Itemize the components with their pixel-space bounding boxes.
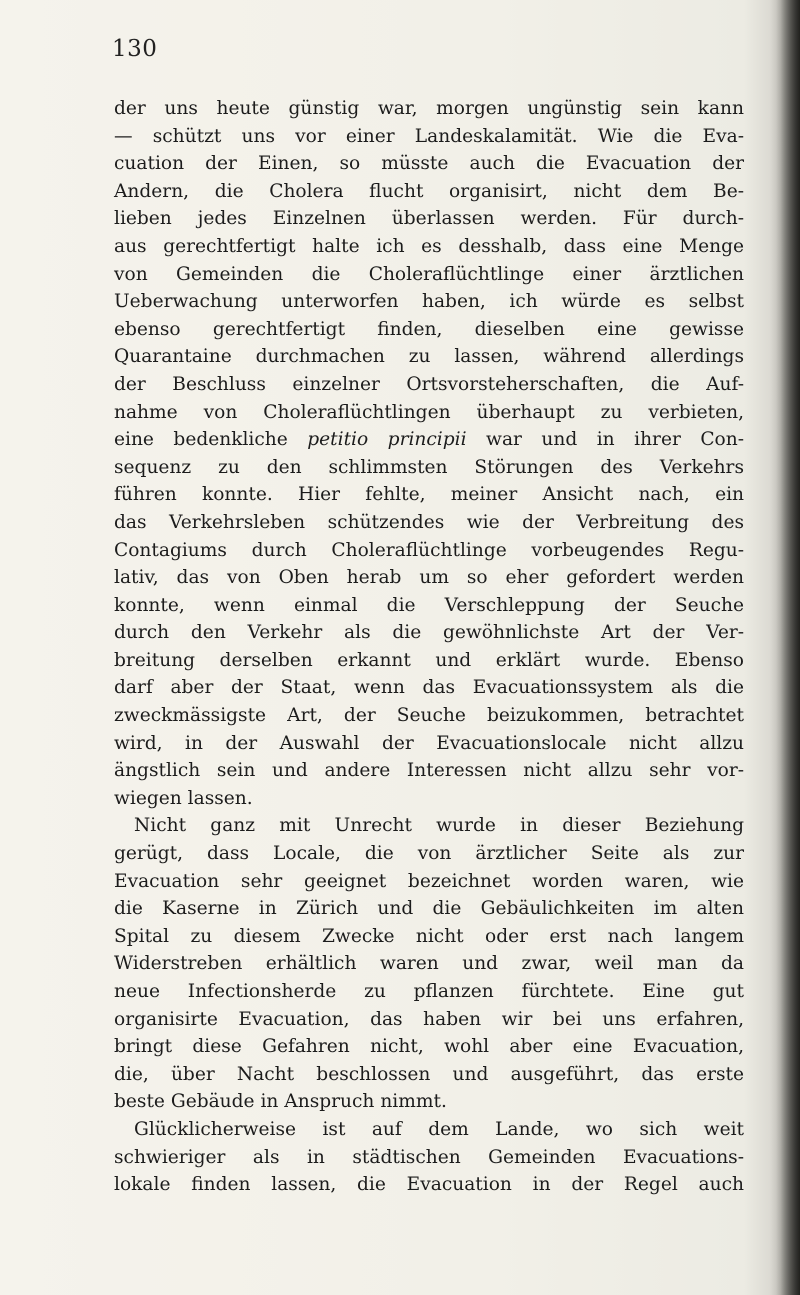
text-line: lativ, das von Oben herab um so eher gefordert werden	[114, 567, 744, 589]
text-line: zweckmässigste Art, der Seuche beizukommen, betrachtet	[114, 705, 744, 727]
text-line: Widerstreben erhältlich waren und zwar, weil man da	[114, 953, 744, 975]
text-line: organisirte Evacuation, das haben wir bei uns erfahren,	[114, 1008, 744, 1030]
text-fragment: war und in ihrer Con-	[486, 429, 744, 451]
italic-phrase: petitio principii	[307, 429, 467, 451]
text-line: Nicht ganz mit Unrecht wurde in dieser Beziehung	[134, 815, 744, 837]
text-line: sequenz zu den schlimmsten Störungen des Verkehrs	[114, 456, 744, 478]
text-line: wiegen lassen.	[114, 787, 253, 809]
text-line: konnte, wenn einmal die Verschleppung der Seuche	[114, 594, 744, 616]
text-line: lieben jedes Einzelnen überlassen werden. Für durch-	[114, 208, 744, 230]
text-line: nahme von Choleraflüchtlingen überhaupt zu verbieten,	[114, 401, 744, 423]
body-text	[114, 95, 744, 1199]
text-line: gerügt, dass Locale, die von ärztlicher Seite als zur	[114, 843, 744, 865]
text-line: neue Infectionsherde zu pflanzen fürchtete. Eine gut	[114, 981, 744, 1002]
text-line: lokale finden lassen, die Evacuation in der Regel auch	[114, 1174, 744, 1196]
text-fragment: eine bedenkliche	[114, 429, 288, 451]
text-line: ängstlich sein und andere Interessen nicht allzu sehr vor-	[114, 760, 744, 782]
text-line: beste Gebäude in Anspruch nimmt.	[114, 1091, 447, 1113]
text-line-with-italic	[114, 426, 744, 454]
text-line: — schützt uns vor einer Landeskalamität. Wie die Eva-	[114, 125, 744, 147]
text-line: der Beschluss einzelner Ortsvorsteherschaften, die Auf-	[114, 373, 744, 395]
text-line: breitung derselben erkannt und erklärt wurde. Ebenso	[114, 649, 744, 671]
text-line: ebenso gerechtfertigt finden, dieselben eine gewisse	[114, 318, 744, 340]
page-gutter-shadow	[770, 0, 800, 1295]
text-line: Spital zu diesem Zwecke nicht oder erst nach langem	[114, 925, 744, 947]
text-line: Evacuation sehr geeignet bezeichnet worden waren, wie	[114, 870, 744, 892]
text-line: Glücklicherweise ist auf dem Lande, wo sich weit	[134, 1118, 744, 1140]
text-line: darf aber der Staat, wenn das Evacuationssystem als die	[114, 677, 744, 699]
text-line: Ueberwachung unterworfen haben, ich würde es selbst	[114, 291, 744, 313]
text-line: die, über Nacht beschlossen und ausgeführt, das erste	[114, 1063, 744, 1085]
text-line: schwieriger als in städtischen Gemeinden Evacuations-	[114, 1146, 744, 1168]
text-line: Contagiums durch Choleraflüchtlinge vorbeugendes Regu-	[114, 539, 744, 561]
text-line: wird, in der Auswahl der Evacuationslocale nicht allzu	[114, 732, 744, 754]
text-line: durch den Verkehr als die gewöhnlichste Art der Ver-	[114, 622, 744, 644]
text-line: führen konnte. Hier fehlte, meiner Ansicht nach, ein	[114, 484, 744, 506]
text-line: bringt diese Gefahren nicht, wohl aber eine Evacuation,	[114, 1036, 744, 1058]
text-line: die Kaserne in Zürich und die Gebäulichkeiten im alten	[114, 898, 744, 920]
text-line: cuation der Einen, so müsste auch die Evacuation der	[114, 153, 744, 175]
page-number: 130	[112, 36, 158, 62]
text-line: der uns heute günstig war, morgen ungünstig sein kann	[114, 98, 744, 119]
text-line: Quarantaine durchmachen zu lassen, während allerdings	[114, 346, 744, 368]
text-line: Andern, die Cholera flucht organisirt, nicht dem Be-	[114, 180, 744, 202]
text-line: aus gerechtfertigt halte ich es desshalb, dass eine Menge	[114, 235, 744, 257]
text-line: von Gemeinden die Choleraflüchtlinge einer ärztlichen	[114, 263, 744, 285]
text-line: das Verkehrsleben schützendes wie der Verbreitung des	[114, 511, 744, 533]
